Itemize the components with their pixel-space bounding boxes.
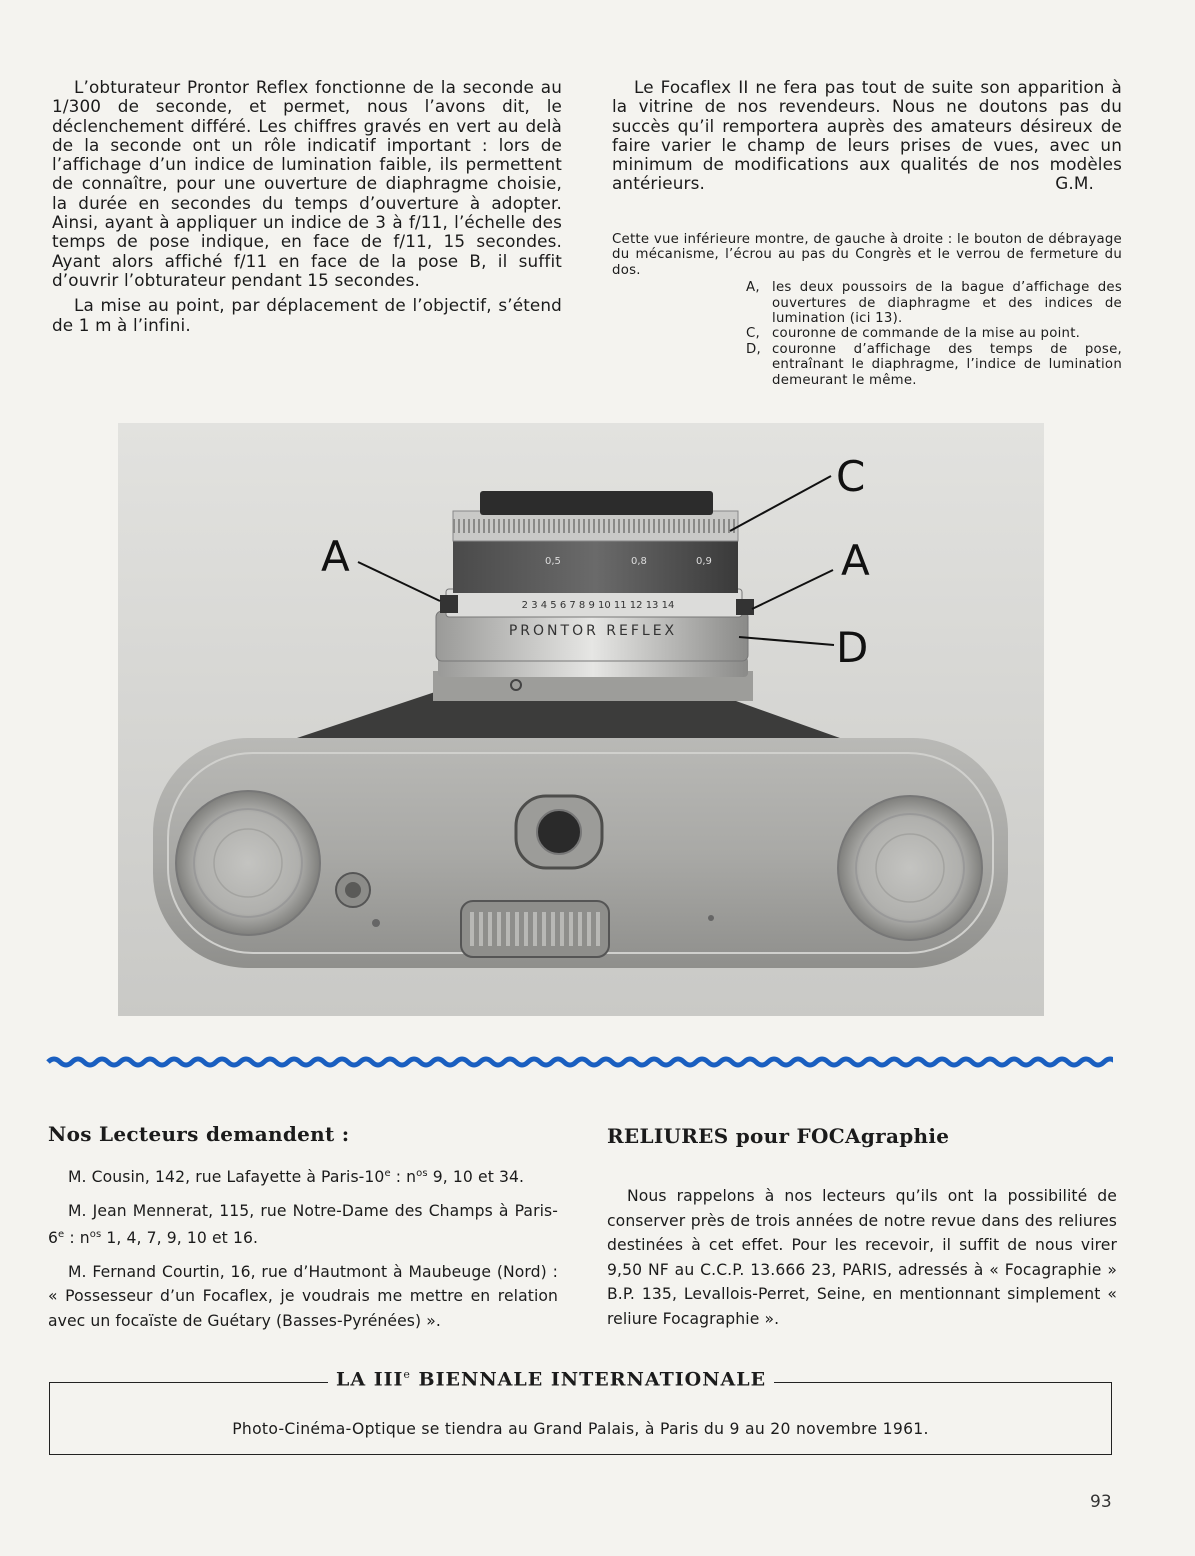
reliures-title: RELIURES pour FOCAgraphie (607, 1124, 950, 1148)
legend-item-a: A, les deux poussoirs de la bague d’affichage des ouvertures de diaphragme et des indices de lumination (ici 13). (746, 280, 1122, 327)
page-number: 93 (1090, 1492, 1112, 1512)
reader-entry-3: M. Fernand Courtin, 16, rue d’Hautmont à Maubeuge (Nord) : « Possesseur d’un Focaflex, je voudrais me mettre en relation avec un focaïste de Guétary (Basses-Pyrénées) ». (48, 1262, 558, 1330)
readers-title: Nos Lecteurs demandent : (48, 1122, 350, 1146)
wave-divider (46, 1050, 1113, 1074)
scale-numbers-text: 2 3 4 5 6 7 8 9 10 11 12 13 14 (521, 600, 675, 611)
label-d: D (836, 623, 869, 672)
shutter-name-text: PRONTOR REFLEX (508, 623, 678, 639)
right-column (612, 78, 1122, 194)
label-a-left: A (321, 532, 350, 581)
left-paragraph-2: La mise au point, par déplacement de l’objectif, s’étend de 1 m à l’infini. (52, 295, 562, 335)
focus-mark-2: 0,8 (631, 556, 647, 567)
left-paragraph-1: L’obturateur Prontor Reflex fonctionne de la seconde au 1/300 de seconde, et permet, nous l’avons dit, le déclenchement différé. Les chiffres gravés en vert au delà de la seconde ont un rôle indicatif important : lors de l’affichage d’un indice de lumination faible, ils permettent de connaître, pour une ouverture de diaphragme choisie, la durée en secondes du temps d’ouverture à adopter. Ainsi, ayant à appliquer un indice de 3 à f/11, l’échelle des temps de pose indique, en face de f/11, 15 secondes. Ayant alors affiché f/11 en face de la pose B, il suffit d’ouvrir l’obturateur pendant 15 secondes. (52, 77, 562, 290)
biennale-title: LA IIIe BIENNALE INTERNATIONALE (328, 1368, 774, 1390)
camera-illustration (118, 423, 1044, 1016)
wave-line (46, 1050, 1113, 1074)
camera-photo (118, 423, 1044, 1016)
reader-entry-2: M. Jean Mennerat, 115, rue Notre-Dame des Champs à Paris-6e : $n^{os}$ 1, 4, 7, 9, 10 et 16. (48, 1201, 558, 1248)
reader-entry-1: M. Cousin, 142, rue Lafayette à Paris-10e : $n^{os}$ 9, 10 et 34. (68, 1168, 525, 1187)
readers-body (48, 1162, 558, 1333)
photo-caption (612, 232, 1122, 388)
focus-mark-3: 0,9 (696, 556, 712, 567)
signature: G.M. (1055, 173, 1094, 194)
right-paragraph-1: Le Focaflex II ne fera pas tout de suite son apparition à la vitrine de nos revendeurs. Nous ne doutons pas du succès qu’il remportera auprès des amateurs désireux de faire varier le champ de leurs prises de vues, avec un minimum de modifications aux qualités de nos modèles antérieurs. G.M. (612, 77, 1122, 194)
focus-mark-1: 0,5 (545, 556, 561, 567)
legend-item-c: C, couronne de commande de la mise au point. (746, 326, 1081, 342)
label-c: C (836, 452, 866, 501)
readers-section (48, 1122, 558, 1342)
reliures-section (607, 1124, 1117, 1340)
legend-item-d: D, couronne d’affichage des temps de pose, entraînant le diaphragme, l’indice de lumination demeurant le même. (746, 341, 1122, 388)
reliures-body (607, 1184, 1117, 1331)
label-a-right: A (841, 536, 870, 585)
biennale-box (49, 1382, 1112, 1455)
caption-intro: Cette vue inférieure montre, de gauche à droite : le bouton de débrayage du mécanisme, l’écrou au pas du Congrès et le verrou de fermeture du dos. (612, 232, 1122, 278)
reliures-paragraph: Nous rappelons à nos lecteurs qu’ils ont la possibilité de conserver près de trois années de notre revue dans des reliures destinées à cet effet. Pour les recevoir, il suffit de nous virer 9,50 NF au C.C.P. 13.666 23, PARIS, adressés à « Focagraphie » B.P. 135, Levallois-Perret, Seine, en mentionnant simplement « reliure Focagraphie ». (607, 1187, 1117, 1328)
caption-legend (746, 280, 1122, 388)
biennale-body: Photo-Cinéma-Optique se tiendra au Grand Palais, à Paris du 9 au 20 novembre 1961. (232, 1420, 929, 1438)
left-column (52, 78, 562, 341)
